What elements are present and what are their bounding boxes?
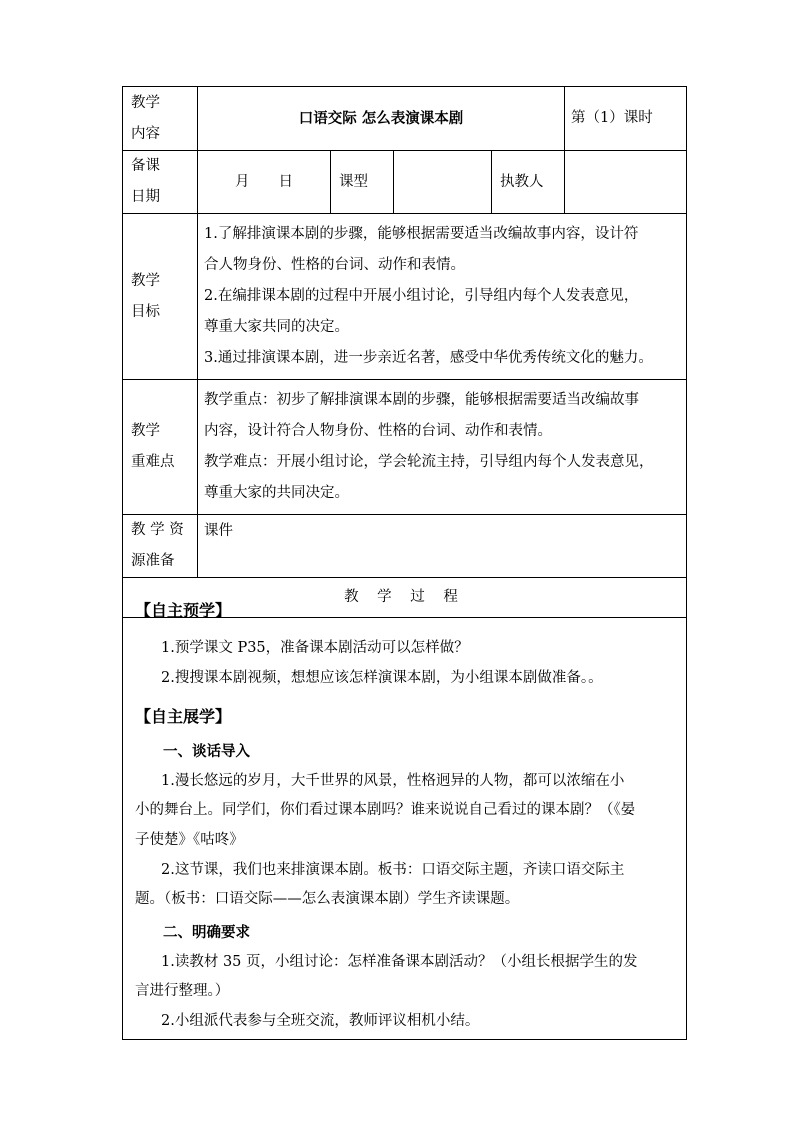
goals-label: 教学 目标 [123, 214, 198, 380]
paragraph-line: 1.读教材 35 页，小组讨论：怎样准备课本剧活动？（小组长根据学生的发 [161, 954, 638, 970]
list-item: 1.预学课文 P35，准备课本剧活动可以怎样做？ [161, 640, 469, 656]
content-label: 教学 内容 [123, 87, 198, 151]
process-title: 教 学 过 程 [123, 578, 687, 618]
type-label: 课型 [331, 151, 394, 214]
section-self-preview-title: 【自主预学】 [135, 601, 232, 620]
paragraph-line: 题。（板书：口语交际——怎么表演课本剧）学生齐读课题。 [135, 891, 520, 907]
period: 第（1）课时 [565, 87, 687, 151]
teacher-label: 执教人 [492, 151, 565, 214]
resources-label: 教 学 资 源准备 [123, 515, 198, 578]
goals-content: 1.了解排演课本剧的步骤，能够根据需要适当改编故事内容，设计符 合人物身份、性格的台词、动作和表情。 2.在编排课本剧的过程中开展小组讨论，引导组内每个人发表意见， 尊重大家共同的决定。 3.通过排演课本剧，进一步亲近名著，感受中华优秀传统文化的魅力。 [198, 214, 687, 380]
paragraph-line: 言进行整理。） [135, 983, 230, 999]
teacher-value [565, 151, 687, 214]
list-item: 2.搜搜课本剧视频，想想应该怎样演课本剧，为小组课本剧做准备。。 [161, 670, 603, 686]
lesson-info-table [122, 86, 687, 618]
paragraph-line: 小的舞台上。同学们，你们看过课本剧吗？谁来说说自己看过的课本剧？（《晏 [135, 802, 636, 818]
date-label: 备课 日期 [123, 151, 198, 214]
table-bottom-border [122, 1039, 687, 1040]
paragraph-line: 子使楚》《咕咚》 [135, 832, 244, 848]
lesson-title: 口语交际 怎么表演课本剧 [198, 87, 565, 151]
type-value [394, 151, 492, 214]
key-points-content: 教学重点：初步了解排演课本剧的步骤，能够根据需要适当改编故事 内容，设计符合人物身份、性格的台词、动作和表情。 教学难点：开展小组讨论，学会轮流主持，引导组内每个人发表意见， 尊重大家的共同决定。 [198, 380, 687, 515]
process-body [122, 588, 687, 1039]
paragraph-line: 2.小组派代表参与全班交流，教师评议相机小结。 [161, 1013, 480, 1029]
subsection-intro-title: 一、谈话导入 [163, 743, 250, 760]
resources-value: 课件 [198, 515, 687, 578]
paragraph-line: 1.漫长悠远的岁月，大千世界的风景，性格迥异的人物，都可以浓缩在小 [161, 773, 625, 789]
key-points-label: 教学 重难点 [123, 380, 198, 515]
section-self-show-title: 【自主展学】 [135, 707, 232, 726]
paragraph-line: 2.这节课，我们也来排演课本剧。板书：口语交际主题，齐读口语交际主 [161, 862, 625, 878]
subsection-requirements-title: 二、明确要求 [163, 924, 250, 941]
date-value: 月 日 [198, 151, 331, 214]
